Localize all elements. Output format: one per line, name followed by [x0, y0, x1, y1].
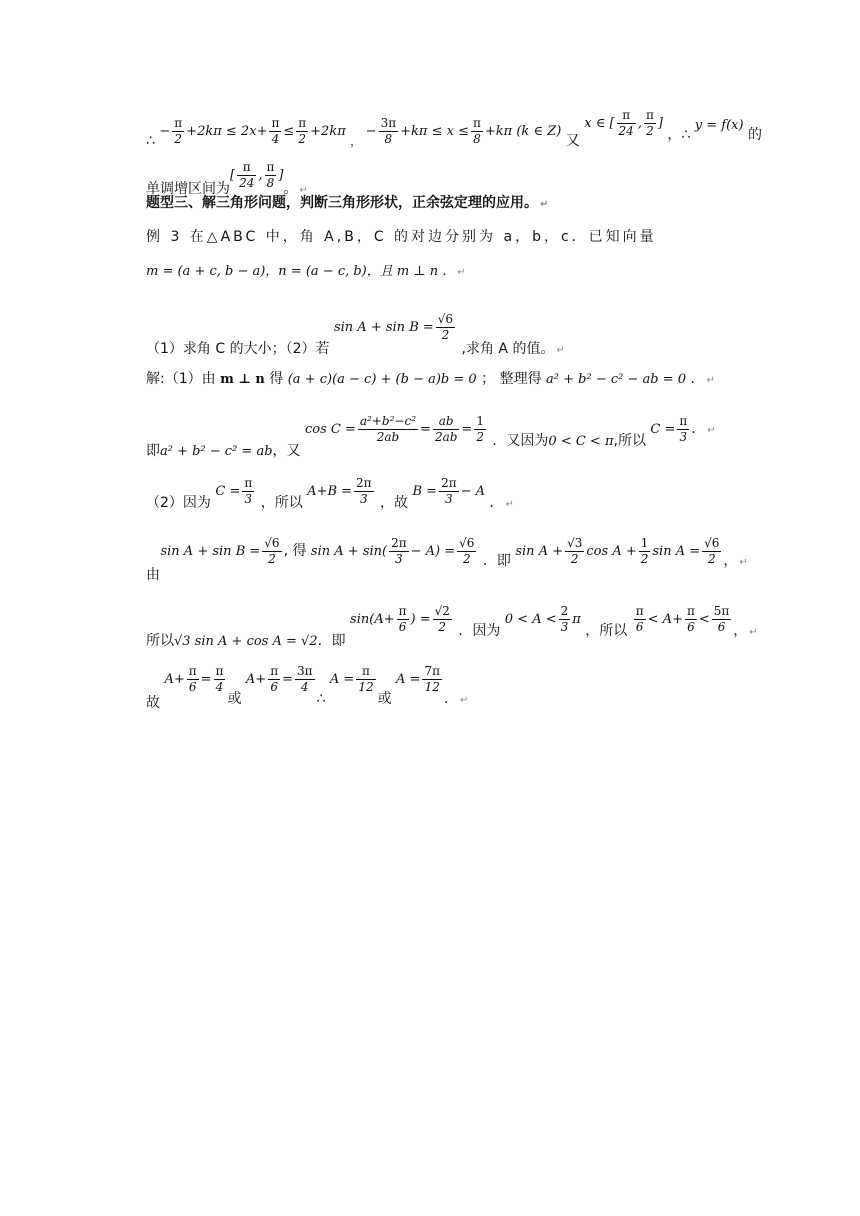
- line-2: [146, 160, 308, 197]
- paragraph-mark: ↵: [457, 267, 466, 278]
- word-gu: 故: [146, 695, 160, 711]
- heading-text: 题型三、解三角形问题，判断三角形形状，正余弦定理的应用。: [146, 195, 538, 211]
- solution-line-3: [146, 476, 514, 511]
- word-ji: ．即: [482, 553, 511, 569]
- question-part1: （1）求角 C 的大小；（2）若: [146, 341, 330, 357]
- separator: ，: [350, 135, 362, 148]
- dot-product-eq: (a + c)(a − c) + (b − a)b = 0: [287, 372, 477, 387]
- c-result: C = $\frac{\pi}{3}$: [650, 414, 688, 444]
- paragraph-mark: ↵: [505, 499, 514, 510]
- result-1: A = $\frac{\pi}{12}$: [329, 664, 374, 694]
- word-because: ．又因为: [492, 433, 549, 449]
- word-gu: ，故: [380, 495, 409, 511]
- word-so: 所以: [146, 633, 174, 649]
- interval-x: x ∈ [ $\frac{\pi}{24}$ , $\frac{\pi}{2}$ ]: [584, 108, 663, 138]
- paragraph-mark: ↵: [299, 185, 308, 196]
- word-you: ，又: [272, 443, 301, 459]
- cosine-relation: a² + b² − c² = ab: [160, 444, 273, 459]
- result-2: A = $\frac{7\pi}{12}$: [396, 664, 440, 694]
- inequality-2x: − $\frac{\pi}{2}$ +2kπ ≤ 2x+ $\frac{\pi}{4}$ ≤ $\frac{\pi}{2}$ +2kπ: [159, 116, 346, 146]
- comma: ，: [733, 623, 748, 639]
- example-statement: [146, 230, 657, 244]
- line-1: [146, 108, 763, 149]
- cos-c-formula: cos C = $\frac{\text{a²+b²−c²}}{2ab}$ = $\frac{ab}{2ab}$ = $\frac{1}{2}$: [304, 414, 484, 444]
- case-2-eq: A+ $\frac{\pi}{6}$ = $\frac{3\pi}{4}$: [245, 664, 313, 694]
- solution-line-6: [146, 664, 469, 711]
- given-condition: sin A + sin B = $\frac{√6}{2}$: [333, 312, 454, 342]
- word-or: 或: [377, 691, 392, 707]
- word-or: 或: [227, 691, 242, 707]
- increasing-interval-label: 单调增区间为: [146, 181, 230, 197]
- period: 。: [283, 181, 298, 197]
- word-ji: 即: [146, 443, 160, 459]
- example-text: 例 3 在△ABC 中，角 A,B，C 的对边分别为 a，b，c．已知向量: [146, 229, 657, 245]
- word-de: 得: [269, 371, 284, 387]
- therefore-symbol: ∴: [146, 133, 155, 149]
- period: ．: [690, 371, 705, 387]
- expanded-eq: sin A + $\frac{√3}{2}$ cos A + $\frac{1}{2}$ sin A = $\frac{√6}{2}$: [515, 536, 720, 566]
- section-heading: [146, 196, 548, 210]
- word-so: ，所以: [260, 495, 303, 511]
- paragraph-mark: ↵: [460, 695, 469, 706]
- solution-prefix: 解:（1）由: [146, 371, 216, 387]
- solution-line-4: [146, 536, 748, 583]
- paragraph-mark: ↵: [739, 557, 748, 568]
- paragraph-mark: ↵: [749, 627, 758, 638]
- word-de: 的: [748, 127, 763, 143]
- period: ．: [489, 495, 504, 511]
- word-organize: ； 整理得: [481, 371, 542, 387]
- b-expression: B = $\frac{2\pi}{3}$ − A: [412, 476, 486, 506]
- period: ．: [444, 691, 458, 707]
- combined-eq: √3 sin A + cos A = √2: [174, 634, 318, 649]
- question-part2: ,求角 A 的值。: [461, 341, 555, 357]
- paragraph-mark: ↵: [706, 375, 715, 386]
- word-ji: ．即: [317, 633, 346, 649]
- a-range: 0 < A < $\frac{2}{3}$ π: [504, 604, 581, 634]
- simplified-eq: a² + b² − c² − ab = 0: [546, 372, 687, 387]
- c-range: 0 < C < π: [548, 434, 614, 449]
- therefore-symbol-2: ，∴: [667, 127, 691, 143]
- given-eq: sin A + sin B = $\frac{√6}{2}$: [160, 536, 280, 566]
- paragraph-mark: ↵: [556, 345, 565, 356]
- word-you: 由: [146, 567, 160, 583]
- therefore-symbol: ∴: [316, 691, 326, 707]
- solution-line-2: [146, 414, 716, 459]
- case-1-eq: A+ $\frac{\pi}{6}$ = $\frac{\pi}{4}$: [164, 664, 224, 694]
- comma: ，: [723, 553, 738, 569]
- word-so: ，所以: [585, 623, 628, 639]
- period: ．: [691, 421, 706, 437]
- perpendicular-condition: m ⊥ n: [220, 372, 265, 387]
- c-value: C = $\frac{\pi}{3}$: [215, 476, 253, 506]
- paragraph-mark: ↵: [540, 199, 549, 210]
- solution-line-1: [146, 372, 715, 386]
- inequality-x: − $\frac{3\pi}{8}$ +kπ ≤ x ≤ $\frac{\pi}{8}$ +kπ (k ∈ Z): [365, 116, 562, 146]
- question-line: [146, 312, 565, 357]
- angle-range: $\frac{\pi}{6}$ < A+ $\frac{\pi}{6}$ < $\frac{5\pi}{6}$: [635, 604, 730, 634]
- sine-sum-eq: sin(A+ $\frac{\pi}{6}$ ) = $\frac{√2}{2}$: [350, 604, 450, 634]
- substituted-eq: sin A + sin( $\frac{2\pi}{3}$ − A) = $\frac{√6}{2}$: [310, 536, 475, 566]
- example-vectors: [146, 264, 466, 278]
- part2-because: （2）因为: [146, 495, 211, 511]
- paragraph-mark: ↵: [707, 425, 716, 436]
- word-de: , 得: [283, 543, 307, 559]
- word-because: ．因为: [458, 623, 501, 639]
- vector-condition: m = (a + c, b − a)，n = (a − c, b)，且 m ⊥ n ．: [146, 264, 456, 279]
- solution-line-5: [146, 604, 758, 649]
- sum-ab: A+B = $\frac{2\pi}{3}$: [307, 476, 372, 506]
- word-you: 又: [565, 133, 580, 149]
- word-so: ,所以: [613, 433, 646, 449]
- increasing-interval: [ $\frac{\pi}{24}$ , $\frac{\pi}{8}$ ]: [230, 160, 284, 190]
- function-y: y = f(x): [694, 118, 744, 133]
